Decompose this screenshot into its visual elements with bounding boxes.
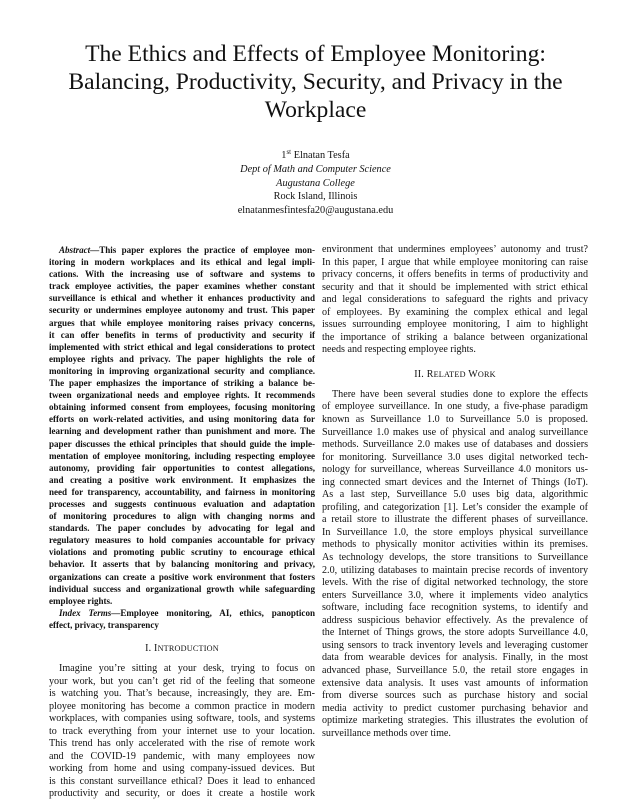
abstract-line: employee rights and privacy. The paper highlights the role of	[49, 353, 315, 364]
body-line: ployee monitoring has become a common practice in modern	[49, 700, 315, 712]
abstract-dash: —	[90, 245, 100, 255]
index-terms-dash: —	[111, 607, 121, 618]
body-line: nology for surveillance, whereas Surveillance 4.0 monitors us-	[322, 464, 588, 476]
abstract-line: of monitoring procedures to align with changing norms and	[49, 511, 315, 522]
body-line: There have been several studies done to explore the effects	[332, 388, 588, 400]
abstract	[49, 244, 315, 631]
section-heading-initial: R	[426, 368, 434, 380]
abstract-line: implemented with strict ethical and legal considerations to protect	[49, 341, 315, 352]
body-line: is watching you. That’s because, increasingly, they are. Em-	[49, 688, 315, 700]
body-line: workplaces, with companies using software, tools, and systems	[49, 713, 315, 725]
body-line: optimize marketing strategies. This illustrates the evolution of	[322, 715, 588, 727]
body-line: for monitoring. Surveillance 3.0 uses digital networked tech-	[322, 451, 588, 463]
body-line: In this paper, I argue that while employee monitoring can raise	[322, 256, 588, 268]
body-line: methods to physically monitor activities within its premises.	[322, 539, 588, 551]
section-heading-introduction	[49, 642, 315, 656]
body-line: Surveillance 1.0 makes use of physical and analog surveillance	[322, 426, 588, 438]
body-line: 2.0, utilizing databases to maintain precise records of inventory	[322, 564, 588, 576]
author-ordinal: 1	[281, 150, 287, 161]
abstract-line	[49, 244, 315, 256]
abstract-line: regulatory measures to hold companies accountable for privacy	[49, 535, 315, 546]
related-work-body	[322, 389, 588, 740]
abstract-line: learning and development rather than punishment and more. The	[49, 426, 315, 437]
body-line: profiling, and categorization [1]. Let’s consider the example of	[322, 501, 588, 513]
abstract-line: it can offer benefits in terms of productivity and security if	[49, 329, 315, 340]
abstract-line: The paper emphasizes the importance of striking a balance be-	[49, 378, 315, 389]
right-column	[322, 244, 588, 740]
abstract-line: paper discusses the ethical principles that should guide the imple-	[49, 438, 315, 449]
introduction-body-continued	[322, 244, 588, 357]
paper-title	[20, 40, 611, 124]
abstract-line: security or undermines employee autonomy and trust. This paper	[49, 305, 315, 316]
body-line: advanced phase, Surveillance 5.0, the retail store engages in	[322, 664, 588, 676]
body-line: the importance of striking a balance between organizational	[322, 331, 588, 343]
author-department: Dept of Math and Computer Science	[240, 163, 391, 175]
author-ordinal-suffix: st	[286, 148, 292, 156]
body-line: methods. Surveillance 2.0 makes use of databases and dossiers	[322, 439, 588, 451]
body-line: the Internet of Things grows, the store adopts Surveillance 4.0,	[322, 627, 588, 639]
body-line: is this constant surveillance ethical? Does it lead to enhanced	[49, 775, 315, 787]
abstract-text: This paper explores the practice of employee mon-	[99, 245, 315, 255]
index-terms-label: Index Terms	[59, 607, 112, 618]
author-name-line	[140, 149, 491, 163]
abstract-line: standards. The paper concludes by advocating for legal and	[49, 523, 315, 534]
abstract-line: need for transparency, accountability, and fairness in monitoring	[49, 486, 315, 497]
abstract-line: surveillance is ethical and whether it enhances productivity and	[49, 293, 315, 304]
title-line: The Ethics and Effects of Employee Monitoring:	[85, 41, 546, 67]
index-terms-line	[49, 607, 315, 619]
body-line: and legal considerations to safeguard the rights and privacy	[322, 294, 588, 306]
author-institution: Augustana College	[276, 177, 355, 189]
section-numeral: II.	[414, 368, 424, 380]
abstract-line: mentation of employee monitoring, including respecting employee	[49, 450, 315, 461]
body-line: levels. With the rise of digital networked technology, the store	[322, 577, 588, 589]
abstract-line: monitoring in improving organizational security and compliance.	[49, 365, 315, 376]
body-line: issues surrounding employee monitoring, I aim to highlight	[322, 319, 588, 331]
abstract-line: behavior. It asserts that by balancing monitoring and privacy,	[49, 559, 315, 570]
body-line: working from home and using company-issued devices. But	[49, 763, 315, 775]
body-line: Imagine you’re sitting at your desk, trying to focus on	[59, 663, 315, 674]
body-line: ing connected smart devices and the Internet of Things (IoT).	[322, 476, 588, 488]
body-line: and the COVID-19 pandemic, with many employees now	[49, 750, 315, 762]
body-line: a retail store to illustrate the different phases of surveillance.	[322, 514, 588, 526]
abstract-line: autonomy, providing fair opportunities to contest allegations,	[49, 462, 315, 473]
body-line: address suspicious behavior effectively. As the prevalence of	[322, 614, 588, 626]
section-heading-related-work	[322, 368, 588, 382]
section-heading-initial: I	[154, 643, 158, 654]
body-line: of employees. By examining the complex ethical and legal	[322, 306, 588, 318]
section-heading-rest: NTRODUCTION	[157, 644, 219, 653]
abstract-line: employee rights.	[49, 595, 113, 606]
title-line: Workplace	[264, 97, 367, 123]
left-column	[49, 244, 315, 801]
abstract-line: individual success and organizational growth while safeguarding	[49, 583, 315, 594]
introduction-body	[49, 663, 315, 801]
abstract-line: processes and suggests continuous evaluation and adaptation	[49, 498, 315, 509]
abstract-line: argues that while employee monitoring raises privacy concerns,	[49, 317, 315, 328]
abstract-line: tween organizational needs and employee rights. It recommends	[49, 390, 315, 401]
author-email[interactable]: elnatanmesfintesfa20@augustana.edu	[237, 205, 394, 217]
body-line: needs and respecting employee rights.	[322, 344, 476, 356]
section-heading-initial: W	[468, 368, 478, 380]
body-line: As technology develops, the store transitions to Surveillance	[322, 552, 588, 564]
abstract-label: Abstract	[59, 245, 91, 255]
body-line: data from wearable devices for analysis. Finally, in the most	[322, 652, 588, 664]
abstract-line: and creating a positive work environment. It emphasizes the	[49, 474, 315, 485]
title-line: Balancing, Productivity, Security, and Privacy in the	[68, 69, 563, 95]
body-line: your work, but you can’t get rid of the feeling that someone	[49, 675, 315, 687]
body-line: environment that undermines employees’ autonomy and trust?	[322, 244, 588, 255]
body-line: to track everything from your internet use to your location.	[49, 725, 315, 737]
body-line: software, including face recognition systems, to identify and	[322, 602, 588, 614]
body-line: enters Surveillance 3.0, where it implements video analytics	[322, 589, 588, 601]
author-name: Elnatan Tesfa	[293, 150, 350, 161]
body-line: This trend has only accelerated with the rise of remote work	[49, 738, 315, 750]
abstract-line: track employee activities, the paper examines whether constant	[49, 281, 315, 292]
body-line: As a last step, Surveillance 5.0 uses big data, algorithmic	[322, 489, 588, 501]
body-line: known as Surveillance 1.0 to Surveillance 5.0 is proposed.	[322, 414, 588, 426]
body-line: extensive data analysis. It uses vast amounts of information	[322, 677, 588, 689]
body-line: from diverse sources such as purchase history and social	[322, 690, 588, 702]
author-location: Rock Island, Illinois	[273, 191, 358, 203]
abstract-line: efforts on work-related activities, and using monitoring data for	[49, 414, 315, 425]
index-terms-text: Employee monitoring, AI, ethics, panopticon	[120, 607, 315, 618]
abstract-line: itoring in modern workplaces and its ethical and legal impli-	[49, 257, 315, 268]
index-terms-line: effect, privacy, transparency	[49, 619, 159, 630]
author-block	[140, 149, 491, 218]
section-numeral: I.	[145, 643, 152, 654]
body-line: In Surveillance 1.0, the store employs physical surveillance	[322, 526, 588, 538]
body-line: of employee surveillance. In one study, a five-phase paradigm	[322, 401, 588, 413]
section-heading-rest: ELATED	[433, 369, 466, 379]
abstract-line: violations and promoting public scrutiny to encourage ethical	[49, 547, 315, 558]
body-line: using sensors to track inventory levels and leveraging customer	[322, 639, 588, 651]
body-line: privacy concerns, it offers benefits in terms of productivity and	[322, 269, 588, 281]
section-heading-rest: ORK	[477, 369, 496, 379]
body-line: surveillance methods over time.	[322, 727, 451, 739]
body-line: media activity to predict customer purchasing behavior and	[322, 702, 588, 714]
abstract-line: obtaining informed consent from employees, focusing monitoring	[49, 402, 315, 413]
body-line: productivity and security, or does it create a hostile work	[49, 788, 315, 800]
abstract-line: cations. With the increasing use of software and systems to	[49, 269, 315, 280]
body-line: security and that it should be implemented with strict ethical	[322, 281, 588, 293]
abstract-line: organizations can create a positive work environment that fosters	[49, 571, 315, 582]
